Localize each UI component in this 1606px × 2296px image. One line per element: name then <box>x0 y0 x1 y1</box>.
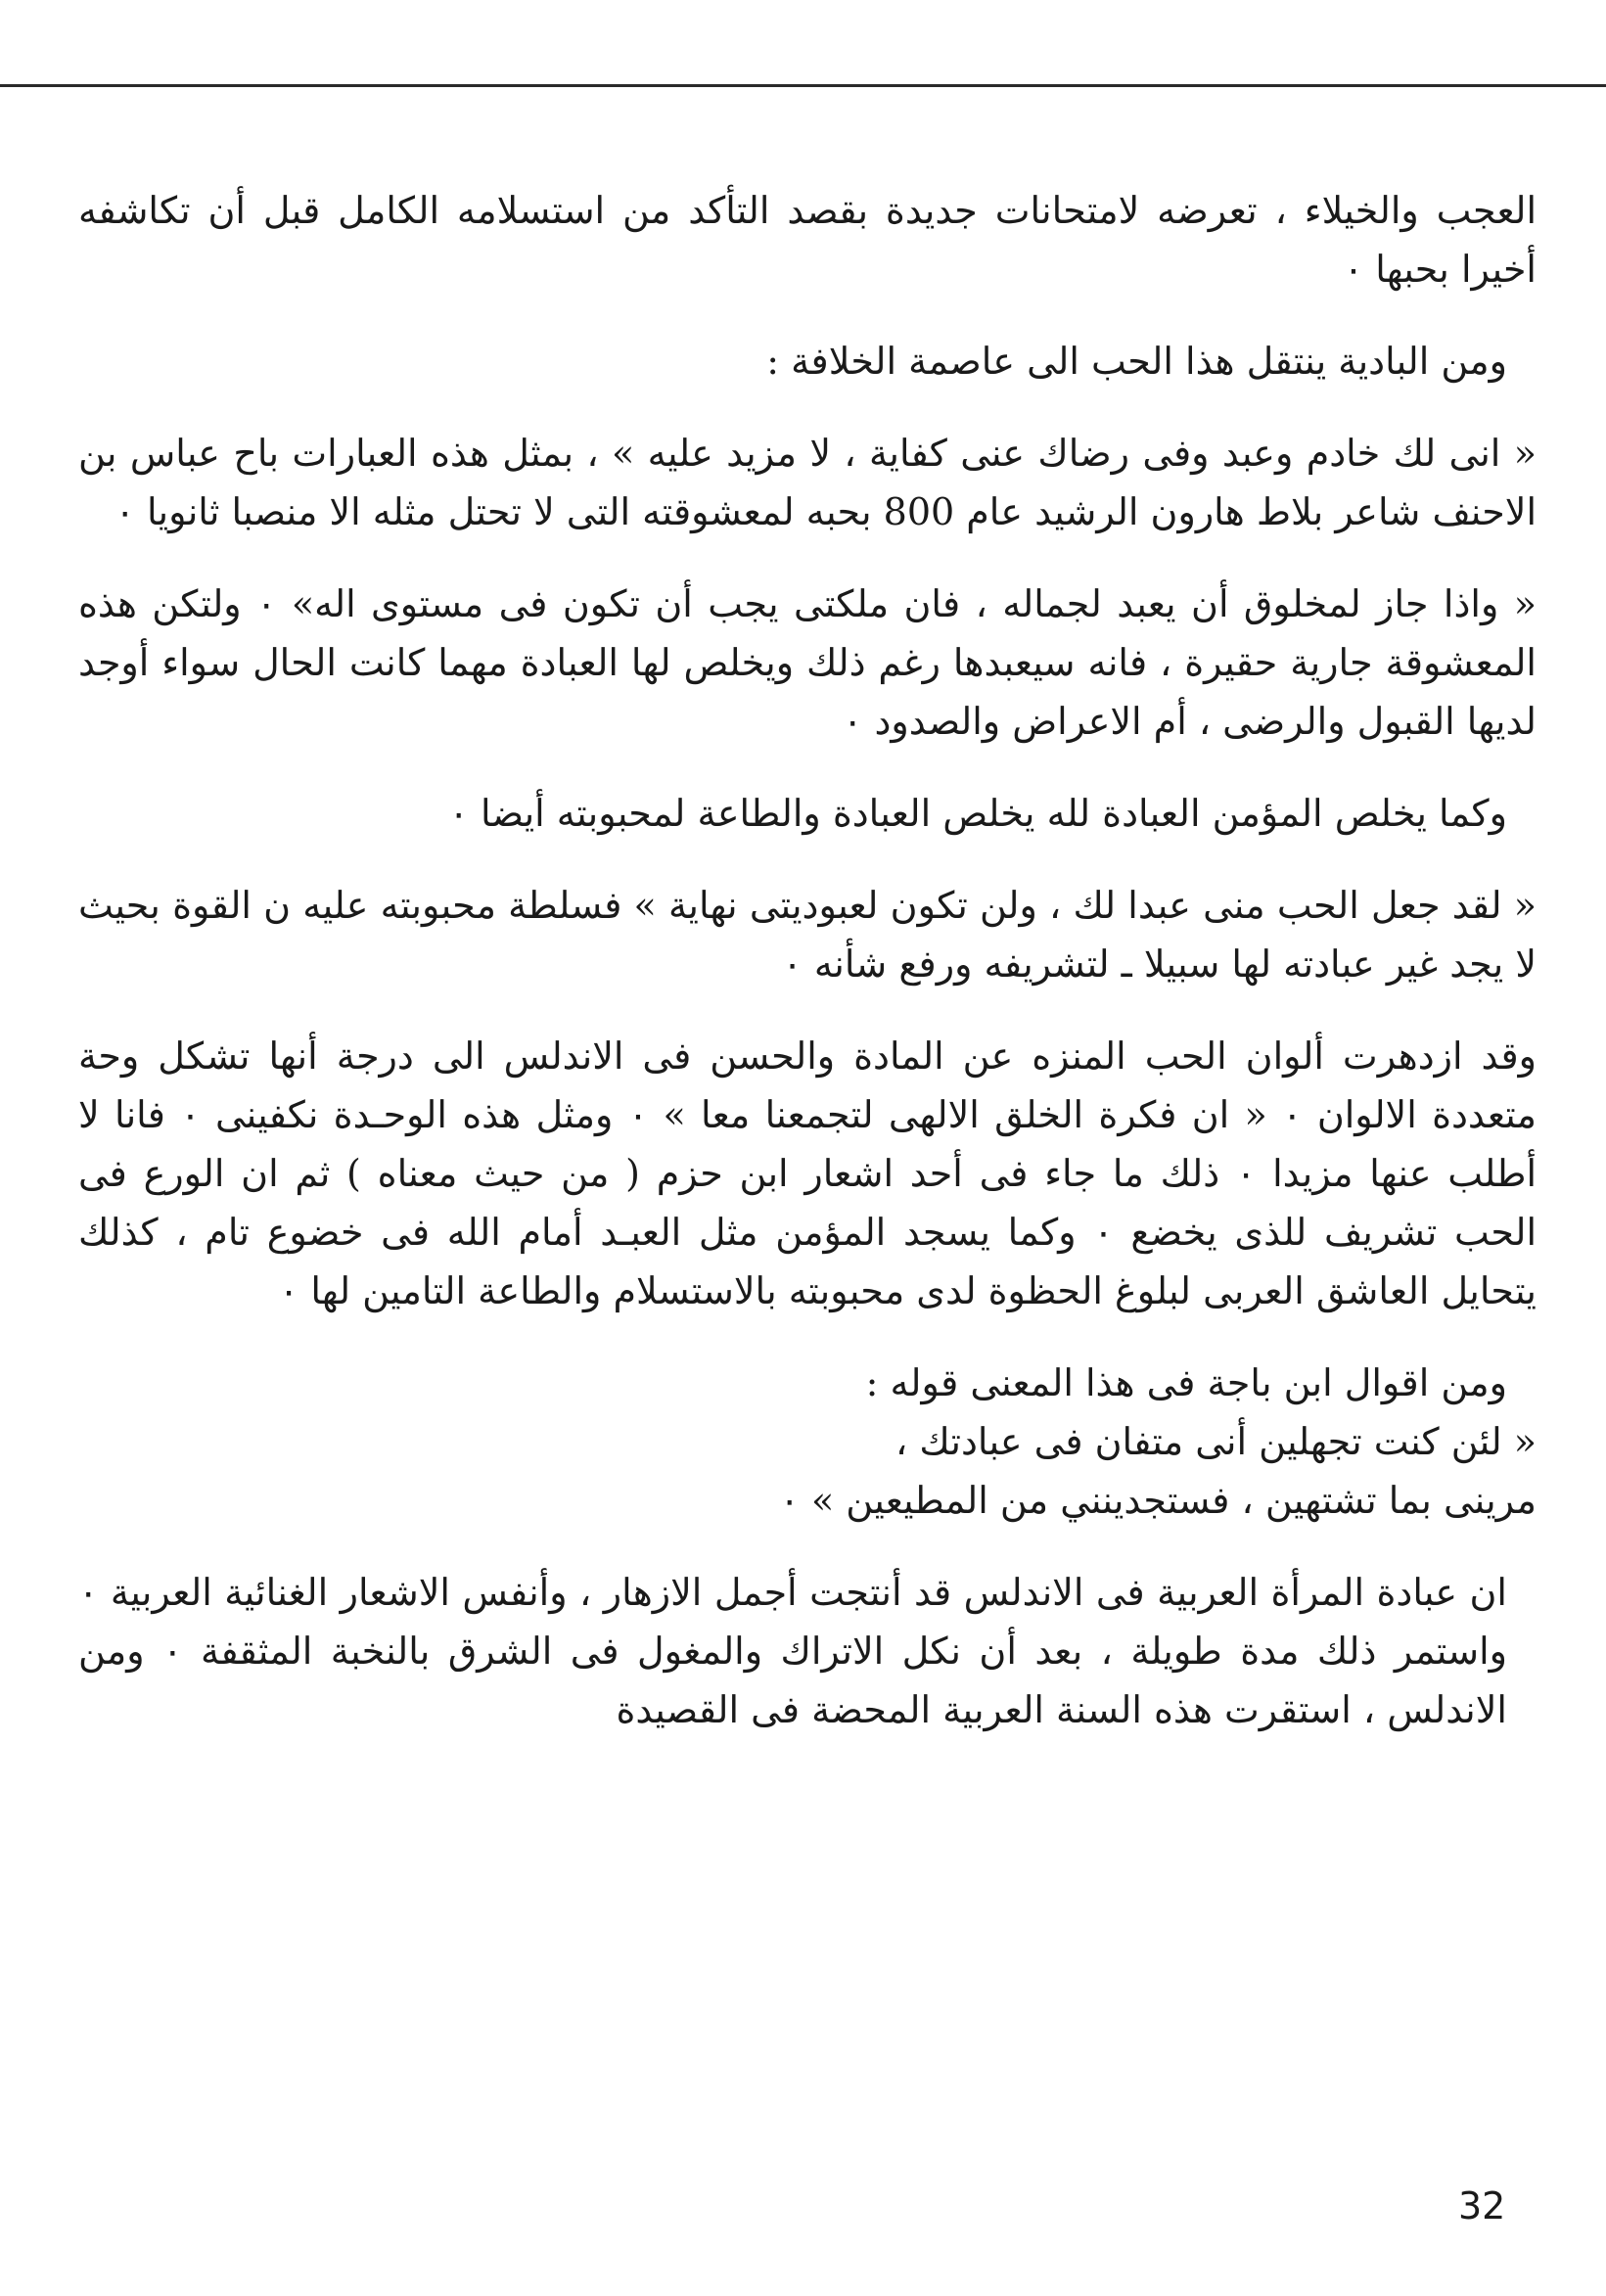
quote-line-1: « لئن كنت تجهلين أنى متفان فى عبادتك ، <box>895 1420 1537 1463</box>
paragraph-6: « لقد جعل الحب منى عبدا لك ، ولن تكون لعبوديتى نهاية » فسلطة محبوبته عليه ن القوة بحيث لا يجد غير عبادته لها سبيلا ـ لتشريفه ورفع شأنه ٠ <box>78 884 1537 986</box>
paragraph-3: « انى لك خادم وعبد وفى رضاك عنى كفاية ، لا مزيد عليه » ، بمثل هذه العبارات باح عباس بن الاحنف شاعر بلاط هارون الرشيد عام 800 بحبه لمعشوقته التى لا تحتل مثله الا منصبا ثانويا ٠ <box>78 432 1537 533</box>
page-text <box>78 181 1537 1772</box>
closing-paragraph: ان عبادة المرأة العربية فى الاندلس قد أنتجت أجمل الازهار ، وأنفس الاشعار الغنائية العربية ٠ واستمر ذلك مدة طويلة ، بعد أن نكل الاتراك والمغول فى الشرق بالنخبة المثقفة ٠ ومن الاندلس ، استقرت هذه السنة العربية المحضة فى القصيدة <box>78 1571 1508 1731</box>
paragraph-7: وقد ازدهرت ألوان الحب المنزه عن المادة والحسن فى الاندلس الى درجة أنها تشكل وحة متعددة الالوان ٠ « ان فكرة الخلق الالهى لتجمعنا معا » ٠ ومثل هذه الوحـدة نكفينى ٠ فانا لا أطلب عنها مزيدا ٠ ذلك ما جاء فى أحد اشعار ابن حزم ( من حيث معناه ) ثم ان الورع فى الحب تشريف للذى يخضع ٠ وكما يسجد المؤمن مثل العبـد أمام الله فى خضوع تام ، كذلك يتحايل العاشق العربى لبلوغ الحظوة لدى محبوبته بالاستسلام والطاعة التامين لها ٠ <box>78 1034 1537 1312</box>
quote-block <box>78 1354 1537 1530</box>
paragraph-4: « واذا جاز لمخلوق أن يعبد لجماله ، فان ملكتى يجب أن تكون فى مستوى اله» ٠ ولتكن هذه المعشوقة جارية حقيرة ، فانه سيعبدها رغم ذلك ويخلص لها العبادة مهما كانت الحال سواء أوجد لديها القبول والرضى ، أم الاعراض والصدود ٠ <box>78 582 1537 743</box>
page-number: 32 <box>1458 2184 1506 2227</box>
paragraph-2: ومن البادية ينتقل هذا الحب الى عاصمة الخلافة : <box>766 340 1507 383</box>
top-rule <box>0 84 1606 87</box>
paragraph-1: العجب والخيلاء ، تعرضه لامتحانات جديدة بقصد التأكد من استسلامه الكامل قبل أن تكاشفه أخيرا بحبها ٠ <box>78 189 1537 291</box>
quote-intro: ومن اقوال ابن باجة فى هذا المعنى قوله : <box>865 1361 1507 1404</box>
paragraph-5: وكما يخلص المؤمن العبادة لله يخلص العبادة والطاعة لمحبوبته أيضا ٠ <box>448 792 1507 835</box>
quote-line-2: مرينى بما تشتهين ، فستجدينني من المطيعين » ٠ <box>779 1479 1537 1522</box>
